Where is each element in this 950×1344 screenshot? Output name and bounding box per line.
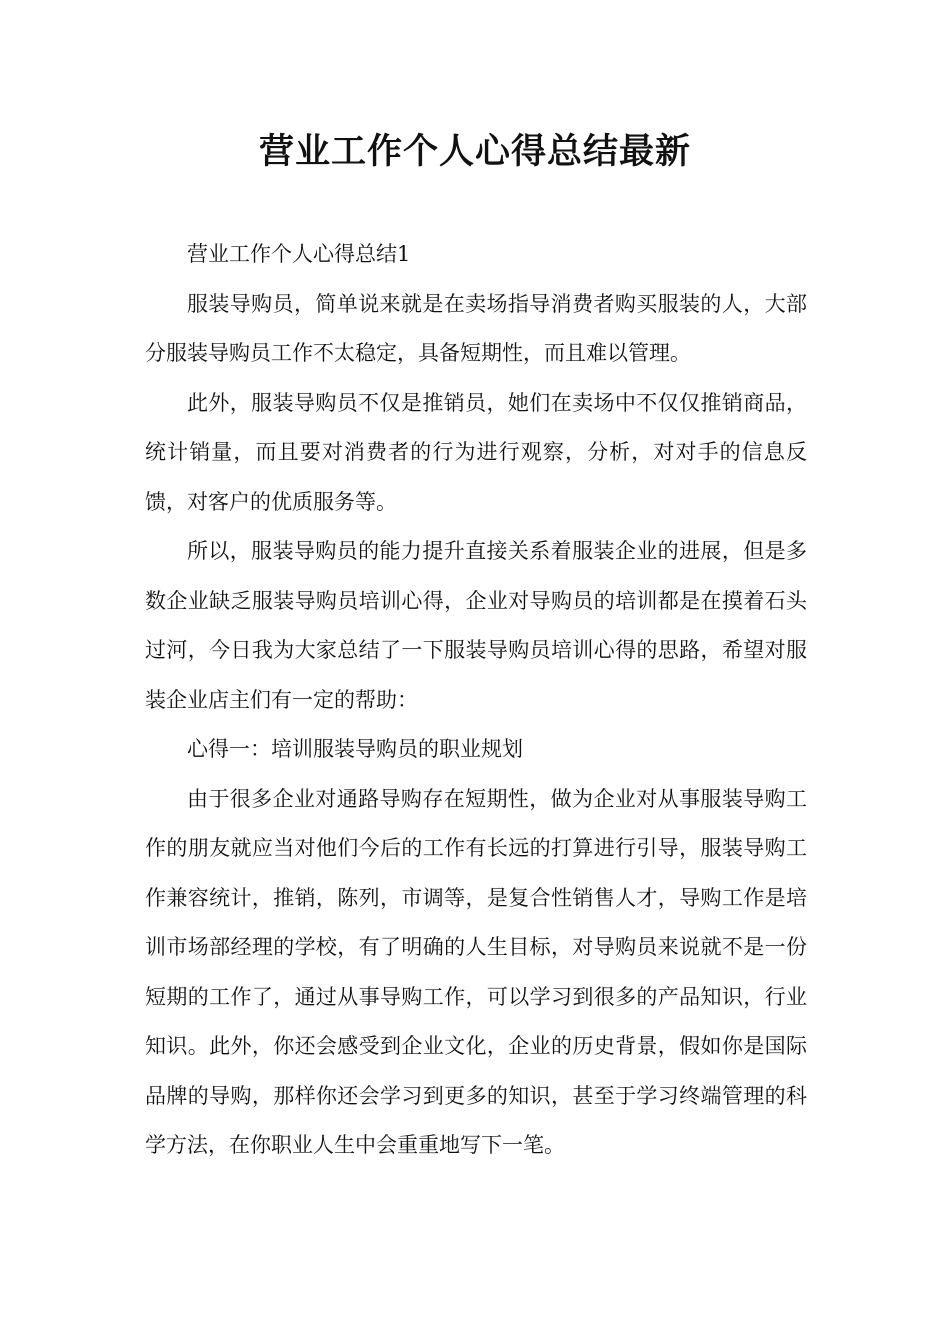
- paragraph-intro: 服装导购员，简单说来就是在卖场指导消费者购买服装的人，大部分服装导购员工作不太稳定，具备短期性，而且难以管理。: [145, 291, 807, 365]
- subheading-tip-one: 心得一：培训服装导购员的职业规划: [187, 737, 523, 761]
- document-title: 营业工作个人心得总结最新: [258, 131, 691, 172]
- paragraph-career-planning: 由于很多企业对通路导购存在短期性，做为企业对从事服装导购工作的朋友就应当对他们今后的工作有长远的打算进行引导，服装导购工作兼容统计，推销，陈列，市调等，是复合性销售人才，导购工作是培训市场部经理的学校，有了明确的人生目标，对导购员来说就不是一份短期的工作了，通过从事导购工作，可以学习到很多的产品知识，行业知识。此外，你还会感受到企业文化，企业的历史背景，假如你是国际品牌的导购，那样你还会学习到更多的知识，甚至于学习终端管理的科学方法，在你职业人生中会重重地写下一笔。: [145, 786, 807, 1157]
- paragraph-importance: 所以，服装导购员的能力提升直接关系着服装企业的进展，但是多数企业缺乏服装导购员培训心得，企业对导购员的培训都是在摸着石头过河，今日我为大家总结了一下服装导购员培训心得的思路，希望对服装企业店主们有一定的帮助：: [145, 539, 807, 712]
- section-heading: 营业工作个人心得总结1: [187, 242, 411, 266]
- paragraph-duties: 此外，服装导购员不仅是推销员，她们在卖场中不仅仅推销商品，统计销量，而且要对消费者的行为进行观察，分析，对对手的信息反馈，对客户的优质服务等。: [145, 390, 807, 514]
- document-body: [145, 230, 807, 1171]
